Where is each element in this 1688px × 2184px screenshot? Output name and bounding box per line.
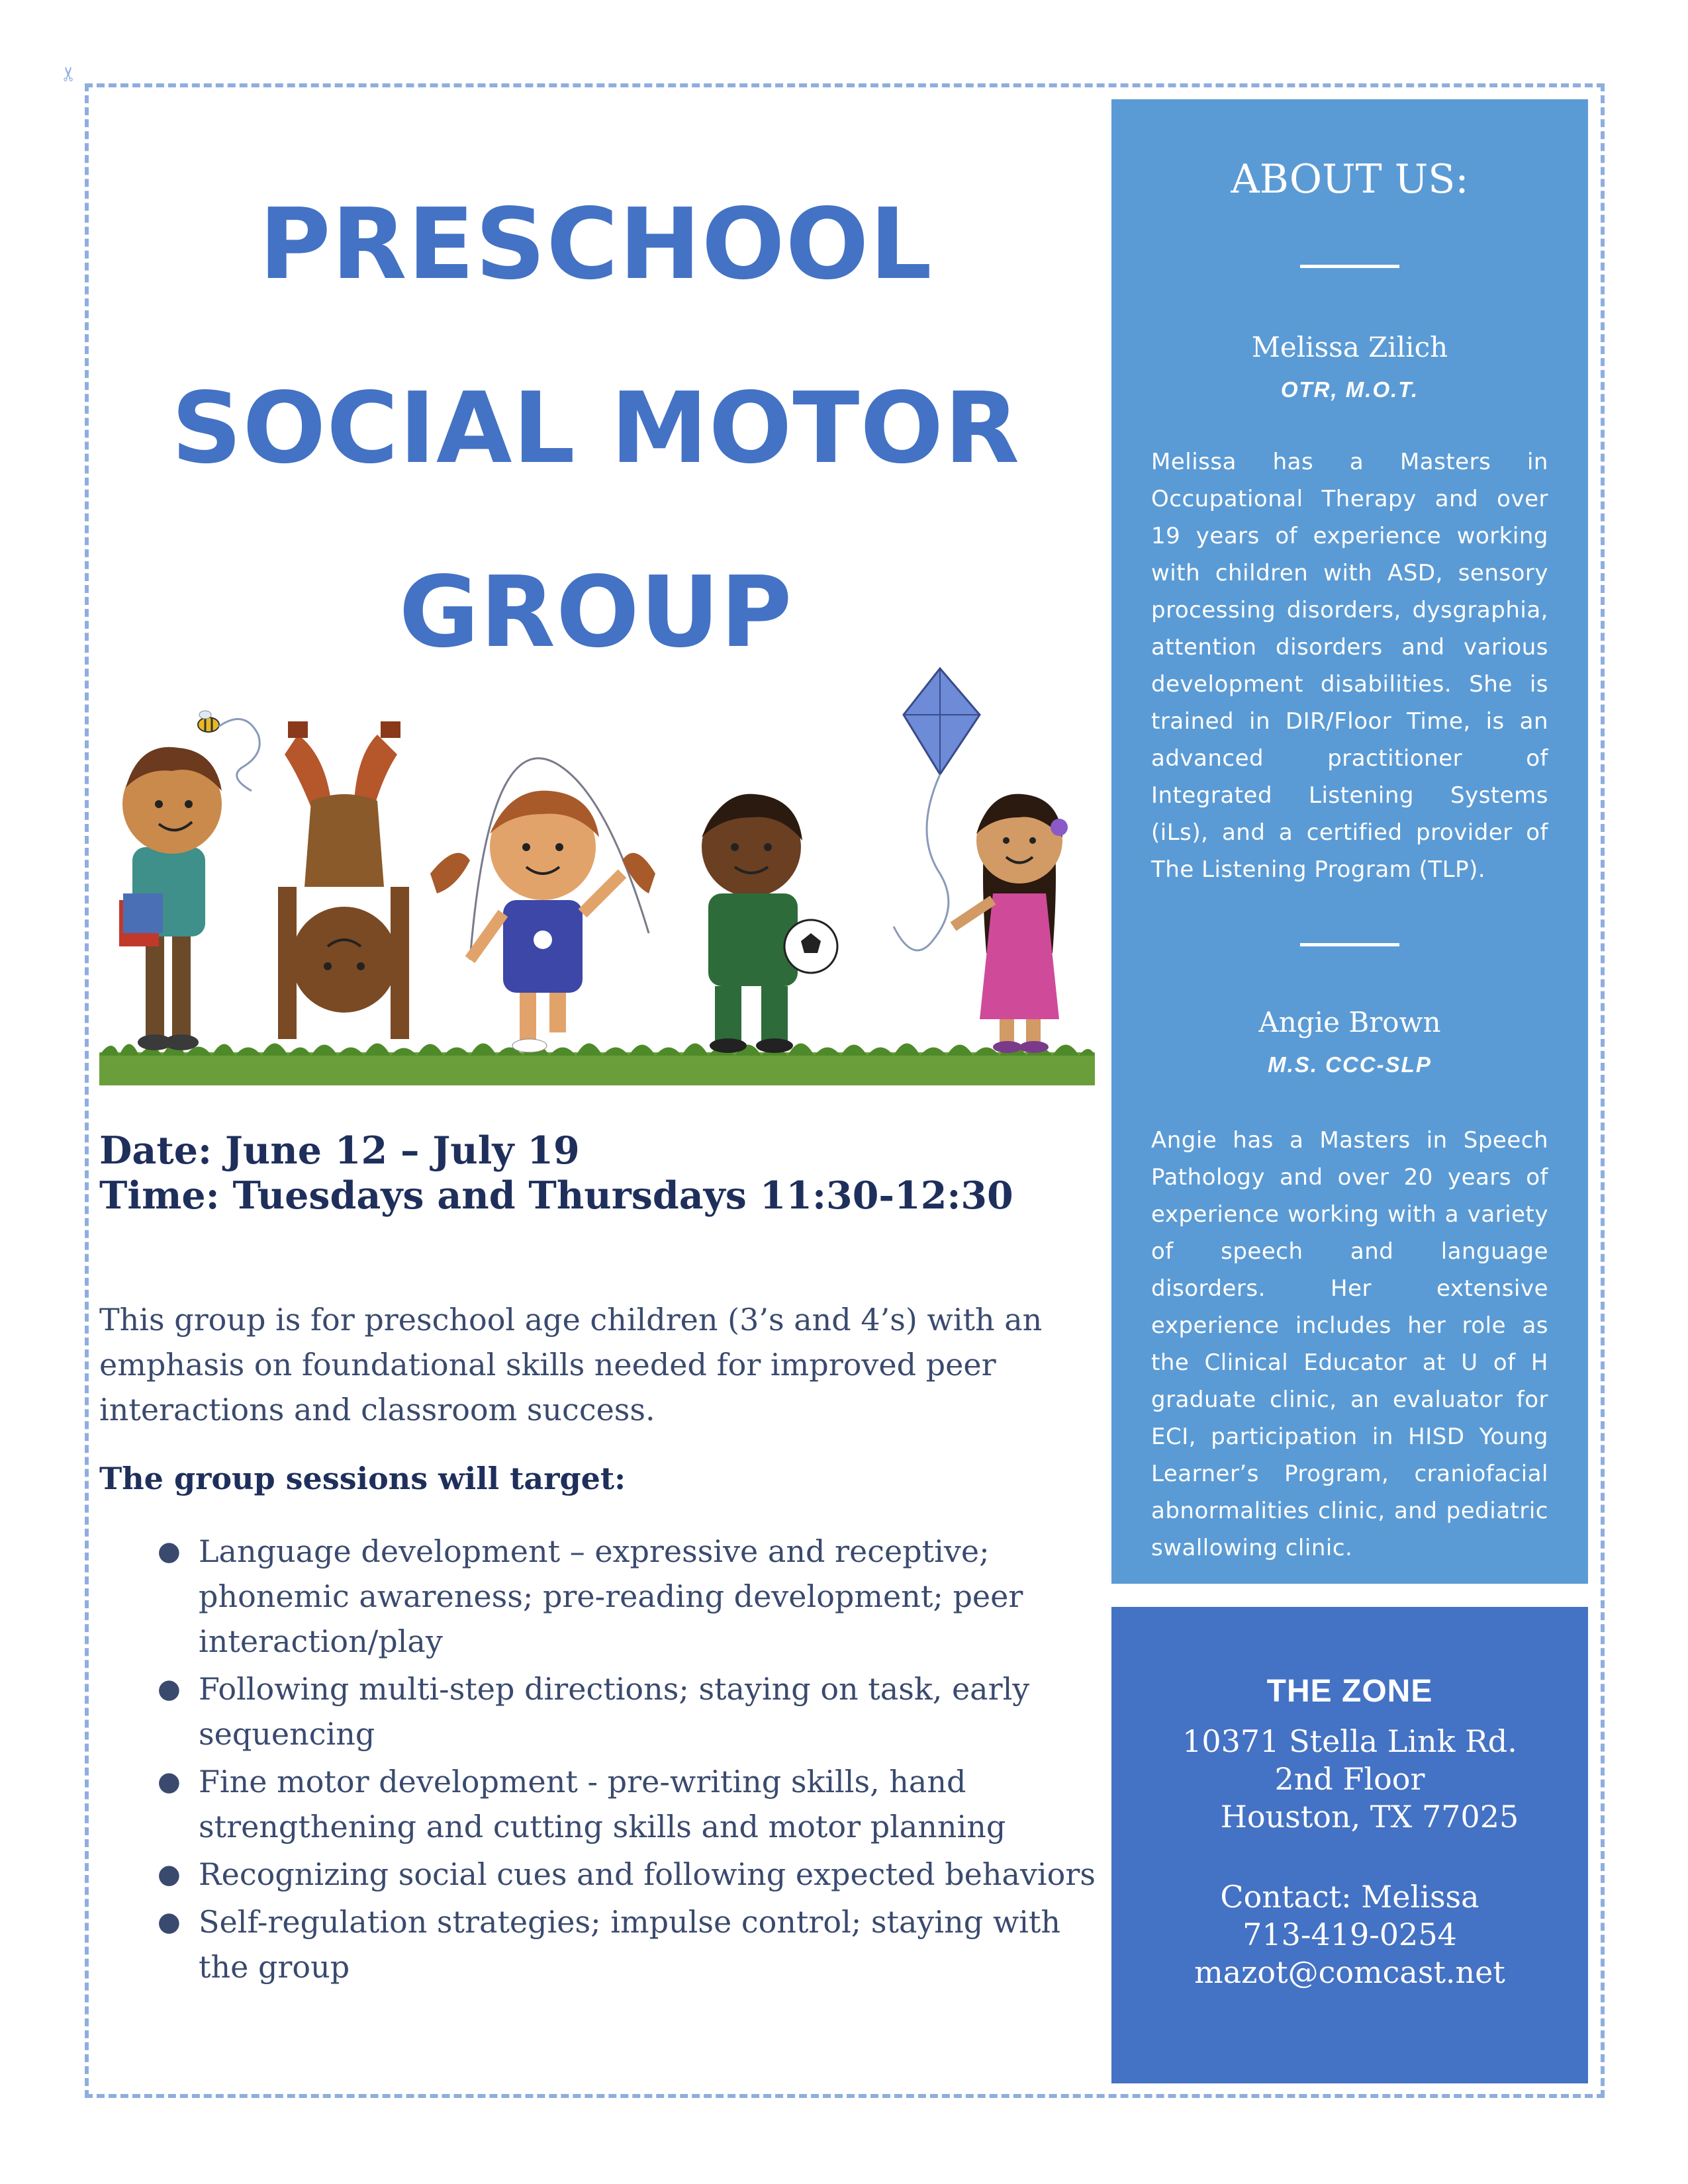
about-us-title: ABOUT US: — [1231, 156, 1469, 203]
person-credentials: OTR, M.O.T. — [1280, 377, 1419, 402]
list-item — [99, 1666, 1105, 1756]
divider — [1300, 265, 1399, 268]
about-us-panel — [1111, 99, 1588, 1584]
bullet-icon: ● — [158, 1674, 181, 1704]
person-bio: Angie has a Masters in Speech Pathology and over 20 years of experience working with a variety of speech and language disorders. Her extensive experience includes her role as the Clinical Educator at U of H graduate clinic, an evaluator for ECI, participation in HISD Young Learner’s Program, craniofacial abnormalities clinic, and pediatric swallowing clinic. — [1151, 1127, 1548, 1561]
person-bio: Melissa has a Masters in Occupational Therapy and over 19 years of experience working with children with ASD, sensory processing disorders, dysgraphia, attention disorders and various development disabilities. She is trained in DIR/Floor Time, is an advanced practitioner of Integrated Listening Systems (iLs), and a certified provider of The Listening Program (TLP). — [1151, 449, 1548, 883]
person-name: Melissa Zilich — [1251, 331, 1448, 363]
intro-paragraph: This group is for preschool age children (3’s and 4’s) with an emphasis on foundational skills needed for improved peer interactions and classroom success. — [99, 1302, 1043, 1428]
title-line-2: SOCIAL MOTOR — [171, 371, 1021, 485]
target-text: Language development – expressive and receptive; phonemic awareness; pre-reading development; peer interaction/play — [199, 1533, 1023, 1659]
email-address: mazot@comcast.net — [1194, 1954, 1505, 1990]
bullet-icon: ● — [158, 1536, 181, 1567]
girl-jumping-rope — [430, 791, 655, 1052]
title-line-3: GROUP — [399, 555, 793, 669]
bullet-icon: ● — [158, 1766, 181, 1797]
children-playing-illustration — [99, 649, 1095, 1085]
targets-list — [99, 1529, 1105, 1992]
contact-line: Contact: Melissa — [1220, 1879, 1479, 1915]
list-item — [99, 1759, 1105, 1849]
date-line: Date: June 12 – July 19 — [99, 1128, 580, 1173]
targets-heading: The group sessions will target: — [99, 1461, 626, 1496]
boy-with-books — [119, 747, 222, 1050]
target-text: Recognizing social cues and following expected behaviors — [199, 1856, 1096, 1892]
list-item — [99, 1899, 1105, 1989]
address-line: 10371 Stella Link Rd. — [1182, 1723, 1517, 1759]
divider — [1300, 943, 1399, 946]
phone-number: 713-419-0254 — [1243, 1917, 1457, 1952]
location-title: THE ZONE — [1266, 1674, 1433, 1709]
location-contact-panel — [1111, 1607, 1588, 2083]
child-doing-handstand — [278, 721, 409, 1039]
address — [1111, 1723, 1588, 1836]
grass-strip — [99, 1044, 1095, 1086]
girl-holding-kite — [953, 794, 1068, 1053]
bullet-icon: ● — [158, 1907, 181, 1937]
list-item — [99, 1852, 1105, 1897]
target-text: Fine motor development - pre-writing skills, hand strengthening and cutting skills and motor planning — [199, 1764, 1006, 1844]
time-line: Time: Tuesdays and Thursdays 11:30-12:30 — [99, 1173, 1013, 1218]
kite-icon — [894, 668, 980, 950]
address-line: 2nd Floor — [1274, 1761, 1425, 1797]
schedule-info — [99, 1128, 1105, 1218]
contact-info — [1111, 1878, 1588, 1991]
boy-with-soccer-ball — [702, 794, 837, 1053]
address-line: Houston, TX 77025 — [1220, 1799, 1519, 1835]
person-credentials: M.S. CCC-SLP — [1268, 1052, 1432, 1077]
scissors-icon: ✂ — [58, 65, 81, 83]
person-name: Angie Brown — [1258, 1006, 1441, 1038]
bullet-icon: ● — [158, 1859, 181, 1889]
target-text: Following multi-step directions; staying on task, early sequencing — [199, 1671, 1030, 1752]
flyer-title — [99, 152, 1092, 704]
target-text: Self-regulation strategies; impulse control; staying with the group — [199, 1904, 1061, 1985]
title-line-1: PRESCHOOL — [259, 187, 933, 301]
list-item — [99, 1529, 1105, 1664]
